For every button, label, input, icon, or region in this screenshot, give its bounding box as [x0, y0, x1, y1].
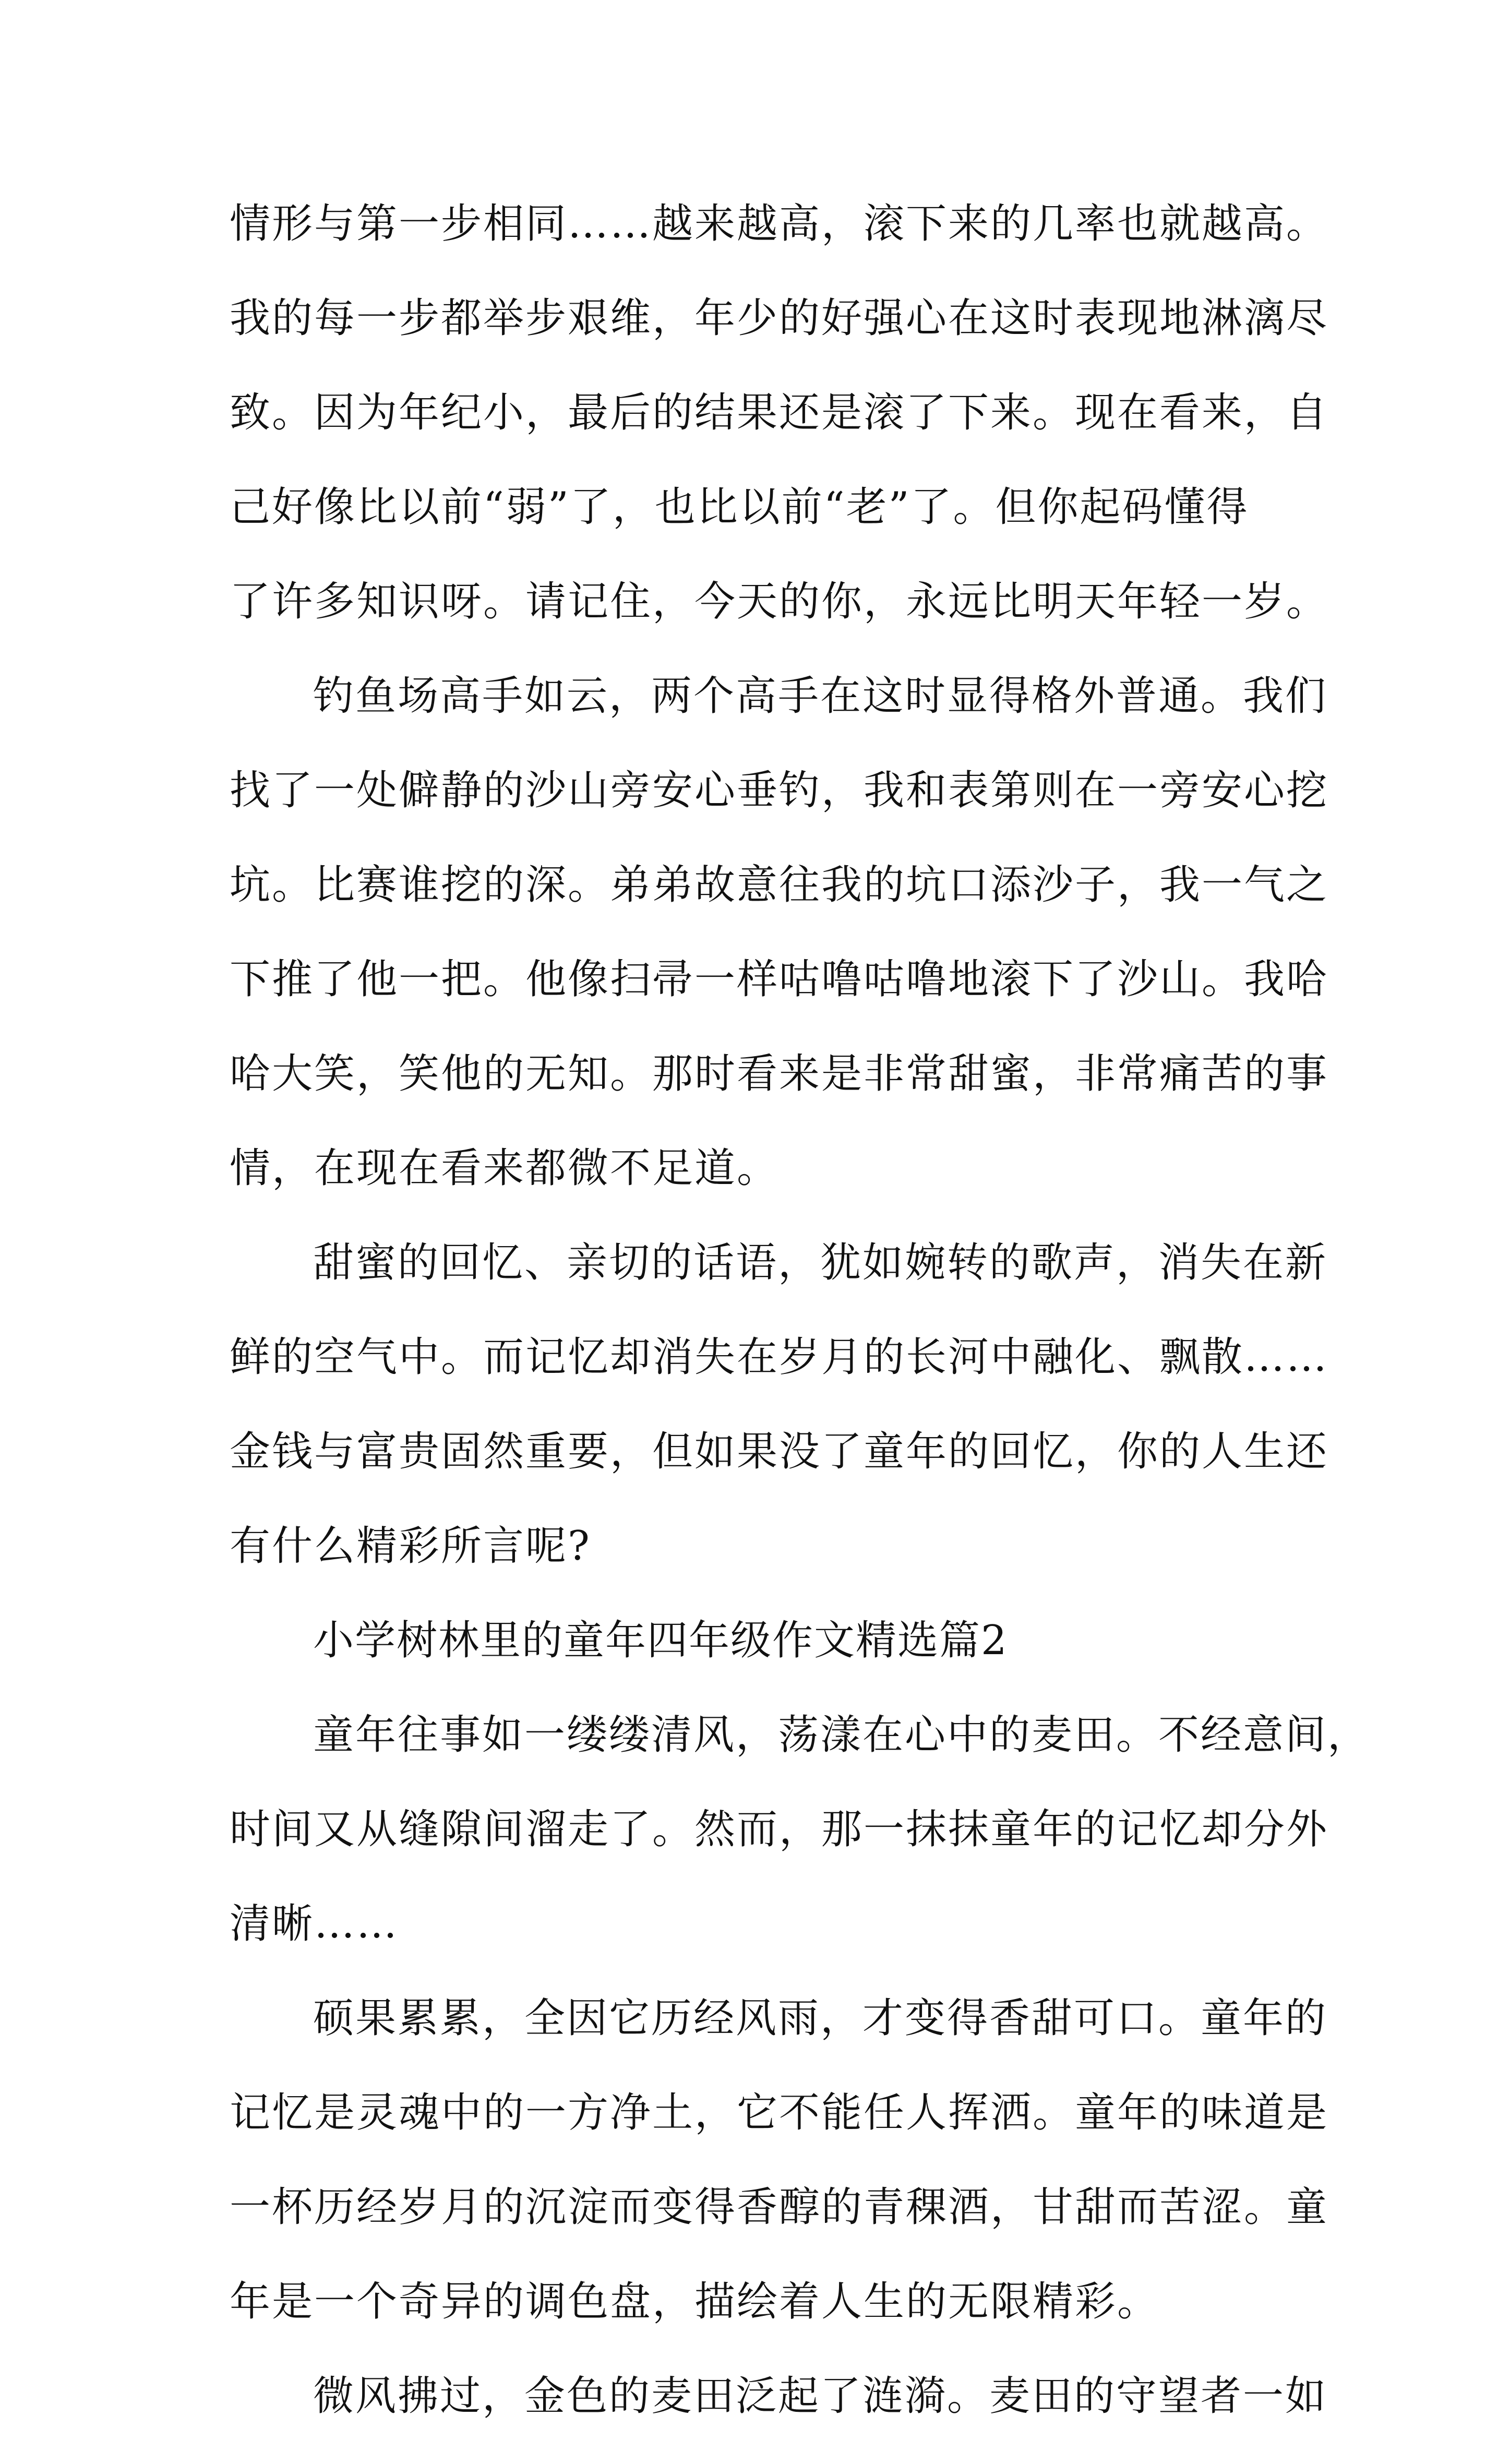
text-line: 己好像比以前“弱”了，也比以前“老”了。但你起码懂得: [230, 484, 1249, 531]
paragraph-first-line: 钓鱼场高手如云，两个高手在这时显得格外普通。我们: [313, 673, 1328, 720]
text-line: 情，在现在看来都微不足道。: [230, 1145, 780, 1192]
text-line: 坑。比赛谁挖的深。弟弟故意往我的坑口添沙子，我一气之: [230, 862, 1329, 908]
text-line: 了许多知识呀。请记住，今天的你，永远比明天年轻一岁。: [230, 578, 1329, 625]
text-line: 记忆是灵魂中的一方净土，它不能任人挥洒。童年的味道是: [230, 2089, 1329, 2136]
paragraph-first-line: 硕果累累，全因它历经风雨，才变得香甜可口。童年的: [313, 1995, 1328, 2042]
text-line: 致。因为年纪小，最后的结果还是滚了下来。现在看来，自: [230, 389, 1329, 436]
paragraph-first-line: 甜蜜的回忆、亲切的话语，犹如婉转的歌声，消失在新: [313, 1239, 1328, 1286]
text-line: 一杯历经岁月的沉淀而变得香醇的青稞酒，甘甜而苦涩。童: [230, 2184, 1329, 2231]
text-line: 有什么精彩所言呢?: [230, 1523, 591, 1570]
text-line: 我的每一步都举步艰维，年少的好强心在这时表现地淋漓尽: [230, 295, 1329, 342]
text-line: 年是一个奇异的调色盘，描绘着人生的无限精彩。: [230, 2278, 1160, 2325]
text-line: 清晰……: [230, 1900, 399, 1947]
text-line: 下推了他一把。他像扫帚一样咕噜咕噜地滚下了沙山。我哈: [230, 956, 1329, 1003]
section-heading: 小学树林里的童年四年级作文精选篇2: [313, 1617, 1008, 1664]
text-line: 找了一处僻静的沙山旁安心垂钓，我和表第则在一旁安心挖: [230, 767, 1329, 814]
document-body: [230, 197, 1370, 2464]
text-line: 金钱与富贵固然重要，但如果没了童年的回忆，你的人生还: [230, 1428, 1329, 1475]
paragraph-first-line: 童年往事如一缕缕清风，荡漾在心中的麦田。不经意间，: [313, 1712, 1370, 1759]
text-line: 鲜的空气中。而记忆却消失在岁月的长河中融化、飘散……: [230, 1334, 1329, 1381]
text-line: 时间又从缝隙间溜走了。然而，那一抹抹童年的记忆却分外: [230, 1806, 1329, 1853]
paragraph-first-line: 微风拂过，金色的麦田泛起了涟漪。麦田的守望者一如: [313, 2373, 1328, 2420]
text-line: 情形与第一步相同……越来越高，滚下来的几率也就越高。: [230, 200, 1329, 247]
text-line: 哈大笑，笑他的无知。那时看来是非常甜蜜，非常痛苦的事: [230, 1050, 1329, 1097]
